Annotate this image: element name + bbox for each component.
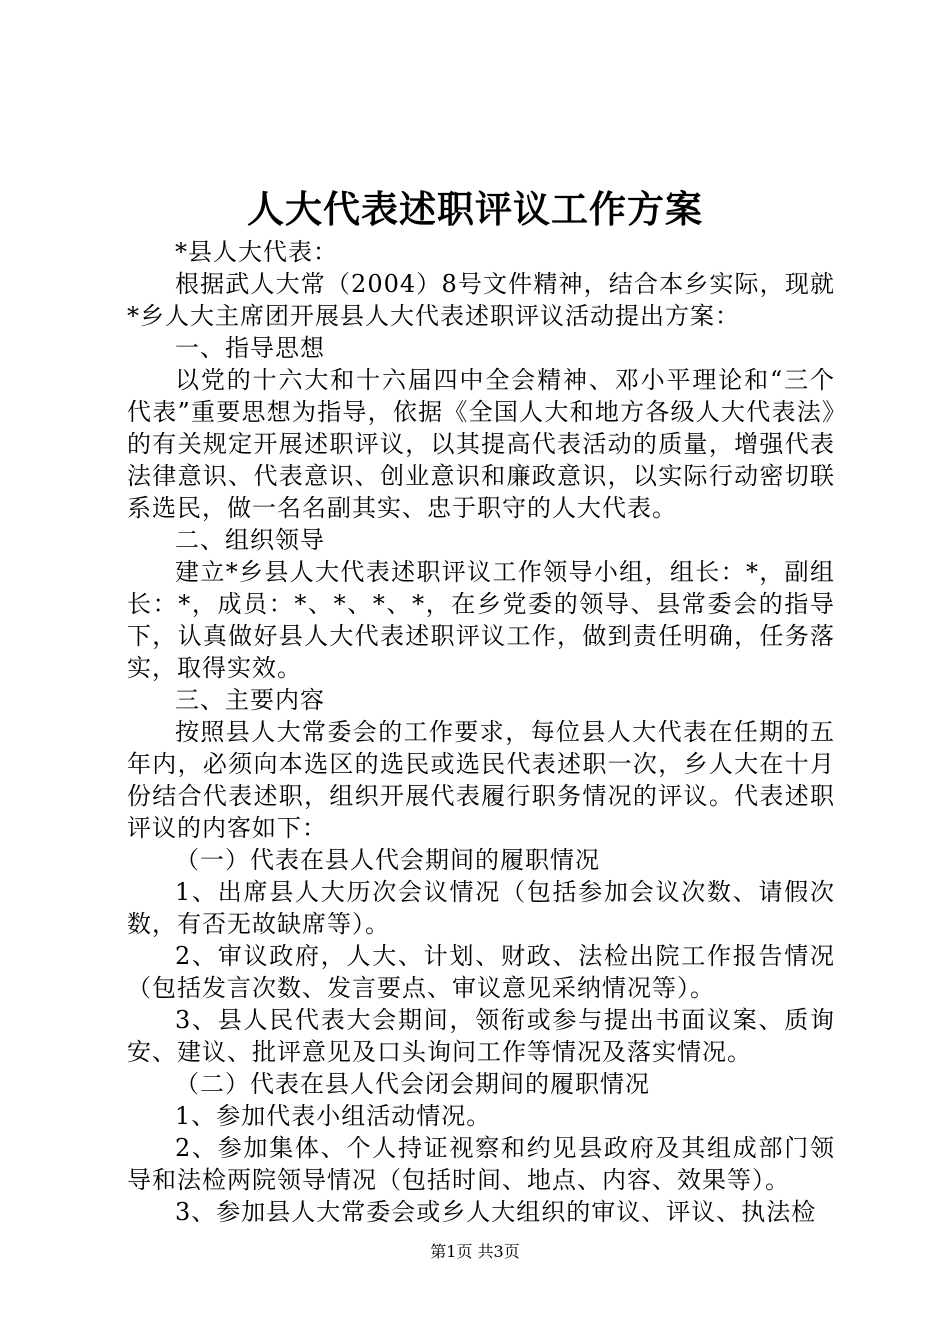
section-heading-guiding-thought: 一、指导思想 (175, 334, 325, 362)
paragraph-intro: 根据武人大常（2004）8号文件精神，结合本乡实际，现就*乡人大主席团开展县人大代表述职评议活动提出方案： (127, 270, 835, 330)
section-heading-organization: 二、组织领导 (175, 526, 325, 554)
document-body (127, 236, 835, 1228)
subsection-heading-session-duties: （一）代表在县人代会期间的履职情况 (175, 846, 600, 874)
subsection-heading-recess-duties: （二）代表在县人代会闭会期间的履职情况 (175, 1070, 650, 1098)
paragraph-guiding-thought: 以党的十六大和十六届四中全会精神、邓小平理论和“三个代表”重要思想为指导，依据《全国人大和地方各级人大代表法》的有关规定开展述职评议，以其提高代表活动的质量，增强代表法律意识、代表意识、创业意识和廉政意识，以实际行动密切联系选民，做一名名副其实、忠于职守的人大代表。 (127, 366, 835, 522)
list-item: 2、审议政府，人大、计划、财政、法检出院工作报告情况（包括发言次数、发言要点、审议意见采纳情况等）。 (127, 942, 835, 1002)
section-heading-main-content: 三、主要内容 (175, 686, 325, 714)
list-item: 3、县人民代表大会期间，领衔或参与提出书面议案、质询安、建议、批评意见及口头询问工作等情况及落实情况。 (127, 1006, 835, 1066)
paragraph-main-content: 按照县人大常委会的工作要求，每位县人大代表在任期的五年内，必须向本选区的选民或选民代表述职一次，乡人大在十月份结合代表述职，组织开展代表履行职务情况的评议。代表述职评议的内客如下： (127, 718, 835, 842)
paragraph-salutation: *县人大代表： (175, 238, 338, 266)
list-item: 1、出席县人大历次会议情况（包括参加会议次数、请假次数，有否无故缺席等）。 (127, 878, 835, 938)
paragraph-organization: 建立*乡县人大代表述职评议工作领导小组，组长：*，副组长：*，成员：*、*、*、*，在乡党委的领导、县常委会的指导下，认真做好县人大代表述职评议工作，做到责任明确，任务落实，取得实效。 (127, 558, 835, 682)
page-footer: 第1页 共3页 (430, 1242, 520, 1261)
list-item: 1、参加代表小组活动情况。 (175, 1102, 492, 1130)
list-item: 2、参加集体、个人持证视察和约见县政府及其组成部门领导和法检两院领导情况（包括时间、地点、内容、效果等）。 (127, 1134, 835, 1194)
list-item: 3、参加县人大常委会或乡人大组织的审议、评议、执法检 (175, 1198, 817, 1226)
document-title: 人大代表述职评议工作方案 (247, 187, 703, 231)
